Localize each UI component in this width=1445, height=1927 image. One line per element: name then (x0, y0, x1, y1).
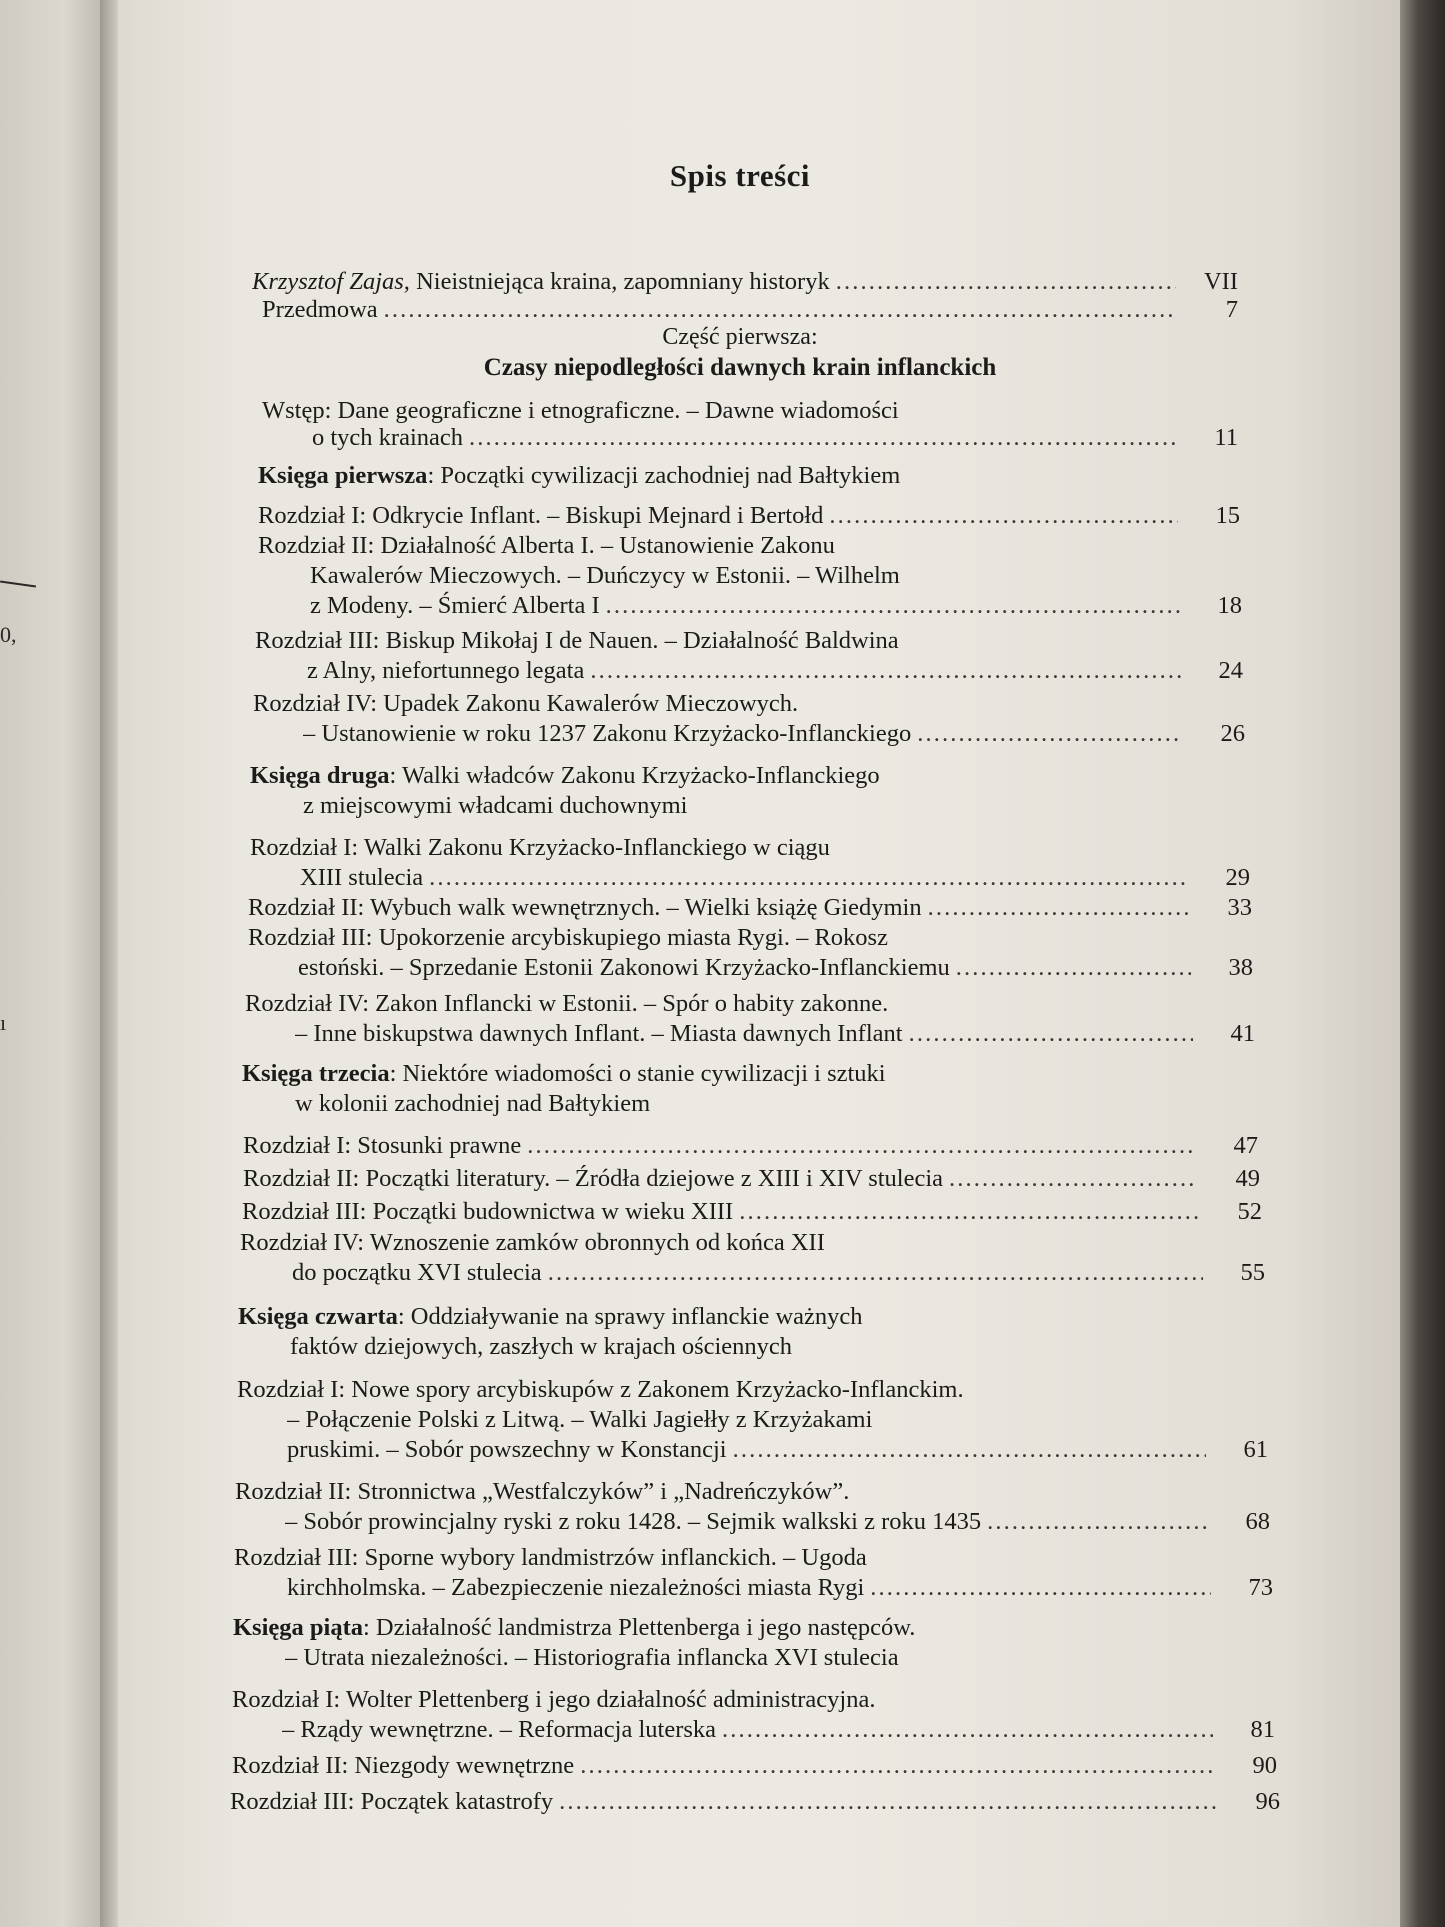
toc-entry (303, 790, 1250, 822)
toc-entry-text: estoński. – Sprzedanie Estonii Zakonowi Krzyżacko-Inflanckiemu (298, 954, 950, 981)
toc-entry-text: kirchholmska. – Zabezpieczenie niezależności miasta Rygi (287, 1574, 865, 1601)
toc-page-number: 38 (1228, 954, 1253, 981)
toc-leader-dots (429, 862, 1188, 894)
facing-page-fragment: ı (0, 1010, 7, 1035)
toc-entry-text: – Połączenie Polski z Litwą. – Walki Jagiełły z Krzyżakami (287, 1406, 873, 1433)
toc-entry (312, 422, 1238, 454)
toc-entry-text: Rozdział III: Początek katastrofy (230, 1788, 554, 1815)
toc-leader-dots (917, 718, 1183, 750)
toc-entry (237, 1374, 1250, 1406)
toc-entry (233, 1612, 1250, 1644)
toc-leader-dots (548, 1257, 1203, 1289)
toc-entry (290, 1331, 1250, 1363)
toc-leader-dots (739, 1196, 1200, 1228)
toc-leader-dots (949, 1163, 1198, 1195)
toc-leader-dots (928, 892, 1190, 924)
toc-entry-text: Rozdział II: Działalność Alberta I. – Ustanowienie Zakonu (258, 532, 835, 559)
toc-book-heading: Księga pierwsza (258, 462, 428, 489)
part-title: Czasy niepodległości dawnych krain inflanckich (483, 354, 997, 381)
toc-entry-text: Rozdział IV: Zakon Inflancki w Estonii. – Spór o habity zakonne. (245, 990, 889, 1017)
toc-leader-dots (606, 590, 1180, 622)
toc-entry (258, 460, 1250, 492)
book-edge (1400, 0, 1445, 1927)
toc-page-number: 26 (1220, 720, 1245, 747)
toc-entry-text: Rozdział IV: Wznoszenie zamków obronnych od końca XII (240, 1229, 825, 1256)
toc-entry (232, 1684, 1250, 1716)
toc-leader-dots (590, 655, 1181, 687)
toc-entry-text: Rozdział II: Wybuch walk wewnętrznych. – Wielki książę Giedymin (248, 894, 922, 921)
toc-leader-dots (987, 1506, 1208, 1538)
toc-entry (243, 1130, 1258, 1162)
toc-page-number: 18 (1217, 592, 1242, 619)
toc-entry (250, 832, 1250, 864)
toc-page-number: 15 (1215, 502, 1240, 529)
toc-page-number: 61 (1243, 1436, 1268, 1463)
toc-entry-text: : Początki cywilizacji zachodniej nad Bałtykiem (427, 462, 901, 489)
toc-entry-text: z Modeny. – Śmierć Alberta I (310, 592, 600, 619)
toc-entry (232, 1750, 1277, 1782)
toc-leader-dots (909, 1018, 1193, 1050)
toc-entry (287, 1404, 1250, 1436)
toc-entry-text: Rozdział I: Walki Zakonu Krzyżacko-Inflanckiego w ciągu (250, 834, 830, 861)
toc-entry-text: : Walki władców Zakonu Krzyżacko-Inflanckiego (389, 762, 880, 789)
toc-page-number: 47 (1233, 1132, 1258, 1159)
toc-entry (235, 1476, 1250, 1508)
page-title: Spis treści (669, 158, 811, 193)
toc-page-number: 49 (1235, 1165, 1260, 1192)
toc-entry (250, 760, 1250, 792)
toc-entry (285, 1506, 1270, 1538)
toc-page-number: 81 (1250, 1716, 1275, 1743)
toc-entry (238, 1301, 1250, 1333)
toc-entry (248, 922, 1250, 954)
toc-page-number: 29 (1225, 864, 1250, 891)
toc-entry-text: z miejscowymi władcami duchownymi (303, 792, 688, 819)
toc-leader-dots (527, 1130, 1196, 1162)
toc-entry (240, 1227, 1250, 1259)
toc-page-number: 33 (1227, 894, 1252, 921)
toc-leader-dots (580, 1750, 1215, 1782)
toc-entry-text: Rozdział II: Niezgody wewnętrzne (232, 1752, 575, 1779)
facing-page-rule (0, 581, 36, 588)
toc-book-heading: Księga czwarta (238, 1303, 398, 1330)
toc-entry (303, 718, 1245, 750)
toc-entry (258, 530, 1250, 562)
toc-entry (295, 1018, 1255, 1050)
toc-entry-text: pruskimi. – Sobór powszechny w Konstancji (287, 1436, 727, 1463)
toc-entry-text: : Oddziaływanie na sprawy inflanckie ważnych (397, 1303, 863, 1330)
toc-entry-text: z Alny, niefortunnego legata (307, 657, 585, 684)
toc-leader-dots (469, 422, 1176, 454)
toc-entry-text: XIII stulecia (300, 864, 424, 891)
toc-book-heading: Księga piąta (233, 1614, 363, 1641)
toc-entry-text: – Ustanowienie w roku 1237 Zakonu Krzyżacko-Inflanckiego (303, 720, 912, 747)
toc-page-number: 7 (1225, 296, 1238, 323)
toc-entry-text: Rozdział IV: Upadek Zakonu Kawalerów Mieczowych. (253, 690, 799, 717)
toc-page-number: 90 (1252, 1752, 1277, 1779)
toc-entry-text: do początku XVI stulecia (292, 1259, 542, 1286)
toc-page-number: 68 (1245, 1508, 1270, 1535)
facing-page-edge (0, 0, 105, 1927)
toc-entry-text: – Utrata niezależności. – Historiografia inflancka XVI stulecia (285, 1644, 899, 1671)
toc-page-number: 55 (1240, 1259, 1265, 1286)
toc-entry-text: o tych krainach (312, 424, 464, 451)
toc-entry-text: Rozdział I: Nowe spory arcybiskupów z Zakonem Krzyżacko-Inflanckim. (237, 1376, 964, 1403)
toc-entry-text: Rozdział III: Biskup Mikołaj I de Nauen. – Działalność Baldwina (255, 627, 899, 654)
toc-entry-text: Nieistniejąca kraina, zapomniany historyk (409, 268, 830, 295)
toc-entry (253, 688, 1250, 720)
toc-page-number: 24 (1218, 657, 1243, 684)
toc-page-number: VII (1203, 268, 1238, 295)
toc-entry (243, 1163, 1260, 1195)
toc-entry (287, 1572, 1273, 1604)
toc-entry (310, 560, 1250, 592)
toc-author: Krzysztof Zajas, (252, 268, 410, 295)
toc-entry (285, 1642, 1250, 1674)
toc-entry-text: Przedmowa (262, 296, 378, 323)
toc-entry (310, 590, 1242, 622)
toc-entry-text: – Inne biskupstwa dawnych Inflant. – Miasta dawnych Inflant (295, 1020, 903, 1047)
toc-entry (245, 988, 1250, 1020)
toc-book-heading: Księga druga (250, 762, 390, 789)
part-label: Część pierwsza: (662, 324, 818, 350)
toc-entry (255, 625, 1250, 657)
toc-entry (307, 655, 1243, 687)
toc-entry (248, 892, 1252, 924)
toc-entry (292, 1257, 1265, 1289)
toc-entry (242, 1196, 1262, 1228)
toc-entry-text: : Niektóre wiadomości o stanie cywilizacji i sztuki (389, 1060, 886, 1087)
toc-leader-dots (384, 294, 1176, 326)
toc-entry-text: faktów dziejowych, zaszłych w krajach ościennych (290, 1333, 793, 1360)
toc-entry (258, 500, 1240, 532)
toc-entry-text: Rozdział III: Upokorzenie arcybiskupiego miasta Rygi. – Rokosz (248, 924, 888, 951)
toc-leader-dots (870, 1572, 1211, 1604)
toc-entry (242, 1058, 1250, 1090)
toc-entry (300, 862, 1250, 894)
toc-page-number: 96 (1255, 1788, 1280, 1815)
toc-page-number: 41 (1230, 1020, 1255, 1047)
toc-entry-text: – Rządy wewnętrzne. – Reformacja luterska (282, 1716, 717, 1743)
toc-entry-text: Kawalerów Mieczowych. – Duńczycy w Estonii. – Wilhelm (310, 562, 900, 589)
toc-entry (295, 1088, 1250, 1120)
toc-entry-text: Rozdział III: Początki budownictwa w wieku XIII (242, 1198, 734, 1225)
toc-book-heading: Księga trzecia (242, 1060, 390, 1087)
toc-entry-text: Rozdział III: Sporne wybory landmistrzów inflanckich. – Ugoda (234, 1544, 867, 1571)
toc-leader-dots (733, 1434, 1206, 1466)
toc-leader-dots (722, 1714, 1213, 1746)
toc-entry (234, 1542, 1250, 1574)
toc-entry-text: Rozdział I: Odkrycie Inflant. – Biskupi Mejnard i Bertołd (258, 502, 824, 529)
toc-entry-text: – Sobór prowincjalny ryski z roku 1428. – Sejmik walkski z roku 1435 (285, 1508, 982, 1535)
toc-page-number: 11 (1214, 424, 1238, 451)
toc-entry (287, 1434, 1268, 1466)
toc-entry-text: Wstęp: Dane geograficzne i etnograficzne. – Dawne wiadomości (262, 397, 899, 424)
toc-entry-text: Rozdział I: Wolter Plettenberg i jego działalność administracyjna. (232, 1686, 876, 1713)
toc-leader-dots (829, 500, 1178, 532)
toc-entry (298, 952, 1253, 984)
toc-entry-text: w kolonii zachodniej nad Bałtykiem (295, 1090, 651, 1117)
toc-leader-dots (559, 1786, 1218, 1818)
toc-entry-text: : Działalność landmistrza Plettenberga i jego następców. (363, 1614, 916, 1641)
toc-entry (262, 294, 1238, 326)
toc-page-number: 73 (1248, 1574, 1273, 1601)
toc-entry-text: Rozdział II: Początki literatury. – Źródła dziejowe z XIII i XIV stulecia (243, 1165, 944, 1192)
facing-page-fragment: 0, (0, 622, 17, 647)
toc-entry (282, 1714, 1275, 1746)
toc-entry-text: Rozdział II: Stronnictwa „Westfalczyków” i „Nadreńczyków”. (235, 1478, 850, 1505)
toc-entry-text: Rozdział I: Stosunki prawne (243, 1132, 522, 1159)
toc-leader-dots (956, 952, 1191, 984)
toc-entry (230, 1786, 1280, 1818)
toc-page-number: 52 (1237, 1198, 1262, 1225)
